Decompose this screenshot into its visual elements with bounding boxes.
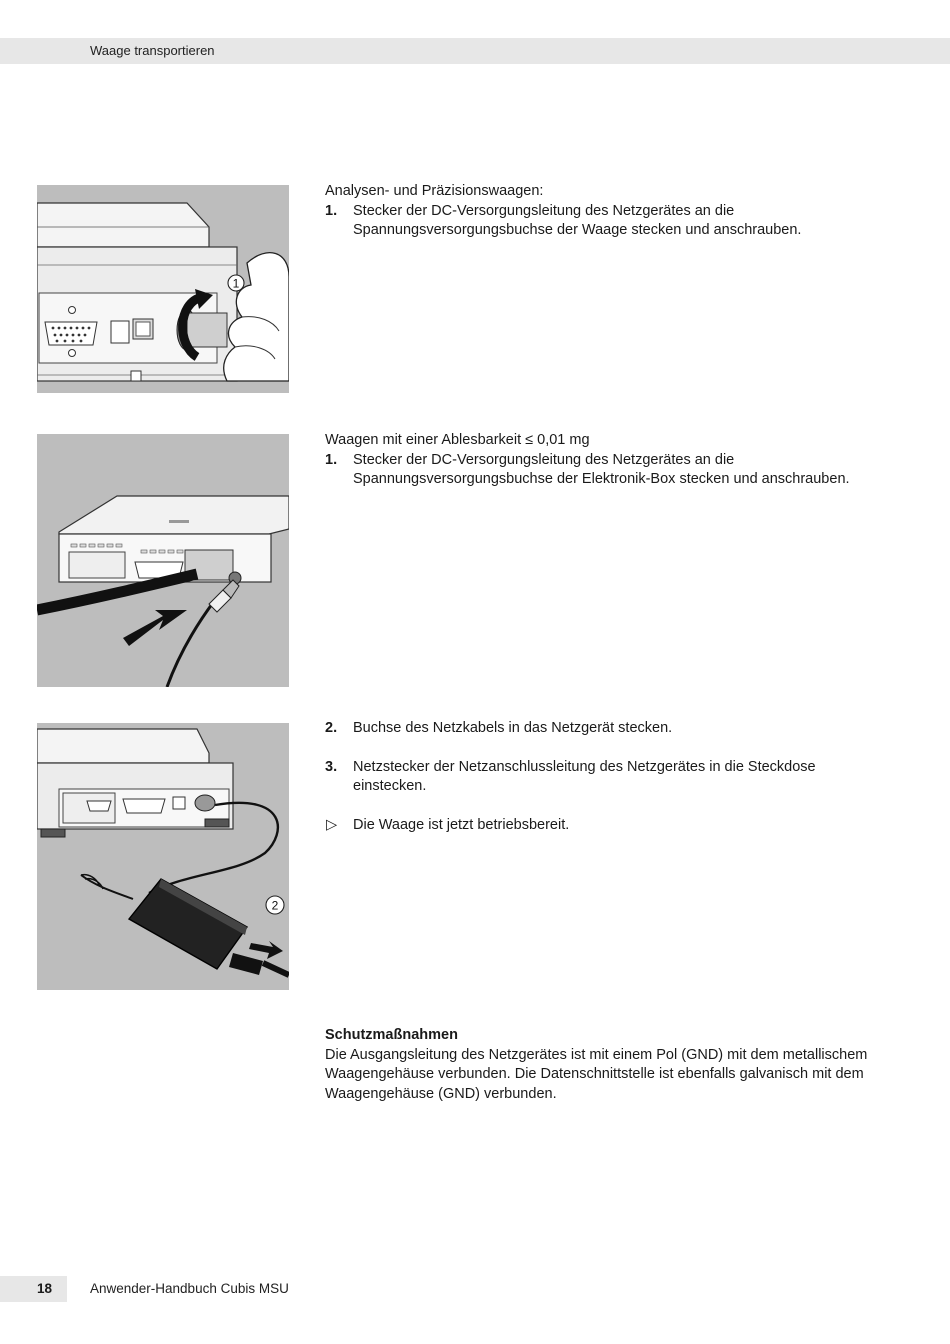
section3-text (325, 719, 885, 835)
safety-line: Die Ausgangsleitung des Netzgerätes ist mit einem Pol (GND) mit dem metallischem (325, 1046, 868, 1063)
step-number: 1. (325, 451, 338, 468)
step-line: einstecken. (353, 778, 427, 794)
figure-electronics-box (37, 434, 289, 687)
step-line: Spannungsversorgungsbuchse der Elektronik-Box stecken und anschrauben. (353, 471, 850, 487)
safety-section (325, 1026, 885, 1104)
page-number: 18 (37, 1281, 53, 1296)
header-title: Waage transportieren (90, 43, 215, 58)
header-bar (0, 38, 950, 64)
footer-page-box (0, 1276, 67, 1302)
figure-power-supply (37, 723, 289, 990)
section2-intro: Waagen mit einer Ablesbarkeit ≤ 0,01 mg (325, 432, 590, 448)
section2-step-1 (325, 451, 885, 490)
section1-step-1 (325, 202, 885, 241)
footer-title: Anwender-Handbuch Cubis MSU (90, 1281, 289, 1296)
section3-step-3 (325, 758, 885, 797)
figure-electronics-box-drawing (37, 434, 289, 687)
section1-text (325, 182, 885, 241)
result-text: Die Waage ist jetzt betriebsbereit. (353, 816, 570, 833)
step-number: 1. (325, 202, 338, 219)
step-line: Spannungsversorgungsbuchse der Waage stecken und anschrauben. (353, 222, 802, 238)
figure-power-supply-drawing (37, 723, 289, 990)
step-line: Buchse des Netzkabels in das Netzgerät stecken. (353, 720, 673, 736)
safety-heading: Schutzmaßnahmen (325, 1027, 458, 1043)
safety-line: Waagengehäuse (GND) verbunden. (325, 1085, 557, 1102)
step-line: Stecker der DC-Versorgungsleitung des Netzgerätes an die (353, 451, 735, 468)
callout-1: 1 (232, 276, 240, 291)
step-line: Netzstecker der Netzanschlussleitung des Netzgerätes in die Steckdose (353, 758, 816, 775)
figure-dc-plug-balance (37, 185, 289, 393)
figure-dc-plug-balance-drawing (37, 185, 289, 393)
section1-intro: Analysen- und Präzisionswaagen: (325, 183, 544, 199)
result-triangle-icon: ▷ (326, 816, 338, 833)
section3-result (325, 816, 885, 836)
safety-line: Waagengehäuse verbunden. Die Datenschnittstelle ist ebenfalls galvanisch mit dem (325, 1066, 864, 1082)
section2-text (325, 431, 885, 490)
step-number: 3. (325, 758, 338, 775)
section3-step-2 (325, 719, 885, 739)
callout-2: 2 (271, 898, 279, 913)
step-number: 2. (325, 720, 338, 736)
step-line: Stecker der DC-Versorgungsleitung des Netzgerätes an die (353, 202, 735, 219)
